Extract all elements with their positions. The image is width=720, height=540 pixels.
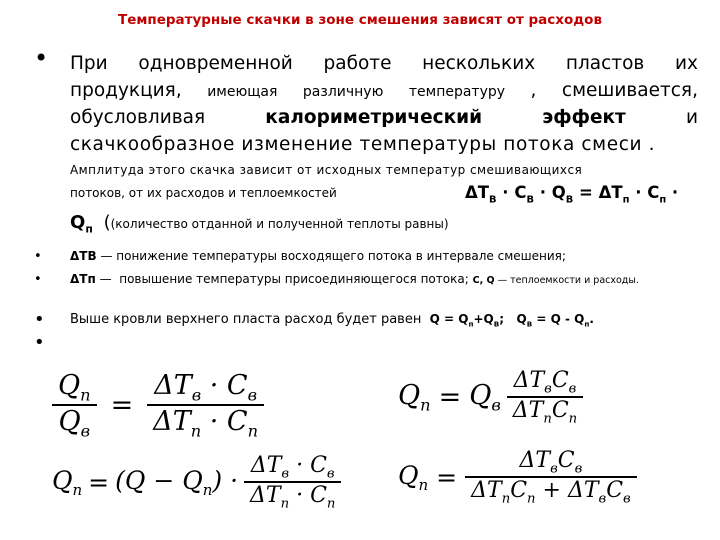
para2-line-1 (70, 163, 698, 177)
paragraph-main (70, 50, 698, 158)
eq1-rhs (147, 370, 264, 441)
equals-sign: = (88, 467, 110, 497)
para1-line-4: скачкообразное изменение температуры потока смеси . (70, 134, 656, 155)
word: одновременной (138, 53, 293, 74)
word: пластов (565, 53, 645, 74)
word: , (530, 80, 537, 101)
flow-formula: $Q = Q_п+Q_В$; $Q_В = Q - Q_п$. (425, 312, 594, 329)
word: работе (323, 53, 392, 74)
eq3-rhs-num: $\Delta T_в \cdot C_в$ (250, 453, 335, 482)
eq4-rhs (465, 448, 637, 507)
eq3-lhs: $Q_n$ (52, 465, 83, 499)
para2-line-3 (70, 212, 449, 236)
bullet-5: • (34, 332, 45, 353)
word: различную (302, 84, 384, 100)
word: имеющая (207, 84, 278, 100)
bullet-1: • (34, 44, 49, 72)
eq1-lhs (52, 370, 97, 441)
eq1-lhs-num: $Q_n$ (58, 370, 91, 405)
para2-line-1-text: Амплитуда этого скачка зависит от исходных температур смешивающихся (70, 163, 583, 177)
definition-2-tail: С, Q — теплоемкости и расходы. (472, 275, 639, 286)
bullet-4: • (34, 309, 45, 330)
para1-line-2 (70, 77, 698, 104)
equation-3 (52, 453, 341, 512)
word: При (70, 53, 108, 74)
eq2-rhs-num: $\Delta T_вC_в$ (513, 368, 577, 397)
word: температуру (408, 84, 506, 100)
para1-line-1 (70, 50, 698, 77)
eq3-paren: $(Q - Q_n)$ · (115, 465, 239, 499)
definition-2: ΔTп — повышение температуры присоединяющегося потока; С, Q — теплоемкости и расходы. (70, 272, 639, 286)
eq2-q: $Q_в$ (469, 380, 501, 415)
para1-line-3 (70, 104, 698, 131)
word: их (674, 53, 698, 74)
eq3-rhs (244, 453, 341, 512)
word: и (685, 107, 698, 128)
equation-2 (398, 368, 583, 427)
eq4-lhs: $Q_n$ (398, 460, 429, 494)
q-p-symbol: $Q_п$ (70, 212, 93, 236)
eq2-rhs-den: $\Delta T_пC_п$ (512, 398, 578, 427)
bullet-2: • (34, 249, 42, 264)
para2-line-2-text: потоков, от их расходов и теплоемкостей (70, 186, 337, 200)
eq4-rhs-den: $\Delta T_пC_п + \Delta T_вC_в$ (471, 478, 631, 507)
equation-4 (398, 448, 637, 507)
word: обусловливая (70, 107, 206, 128)
eq2-lhs: $Q_n$ (398, 380, 431, 415)
word: калориметрический (265, 107, 483, 128)
definition-1: ΔTВ — понижение температуры восходящего потока в интервале смешения; (70, 249, 566, 263)
equation-1 (52, 370, 264, 441)
bullet-3: • (34, 272, 42, 287)
definition-2-text: повышение температуры присоединяющегося потока; (119, 272, 469, 286)
eq1-rhs-num: $\Delta T_в \cdot C_в$ (154, 370, 257, 405)
word: нескольких (422, 53, 536, 74)
heat-equal-note: (количество отданной и полученной теплоты равны) (110, 217, 449, 231)
slide-title: Температурные скачки в зоне смешения зависят от расходов (117, 12, 603, 28)
eq4-rhs-num: $\Delta T_вC_в$ (519, 448, 583, 477)
word: продукция, (70, 80, 182, 101)
equals-sign: = (110, 389, 134, 421)
eq2-rhs (507, 368, 583, 427)
paren-open: ( (97, 212, 111, 233)
eq1-lhs-den: $Q_в$ (58, 406, 91, 441)
eq3-rhs-den: $\Delta T_п \cdot C_п$ (250, 483, 336, 512)
balance-formula: $\Delta T_В \cdot С_В \cdot Q_В = \Delta T_п \cdot С_п$ · (465, 183, 679, 206)
eq1-rhs-den: $\Delta T_п \cdot C_п$ (153, 406, 258, 441)
equals-sign: = (436, 462, 458, 492)
line-above-text: Выше кровли верхнего пласта расход будет равен (70, 312, 422, 327)
line-above-roof (70, 312, 594, 328)
word: смешивается, (561, 80, 698, 101)
word: эффект (542, 107, 626, 128)
equals-sign: = (438, 381, 462, 413)
